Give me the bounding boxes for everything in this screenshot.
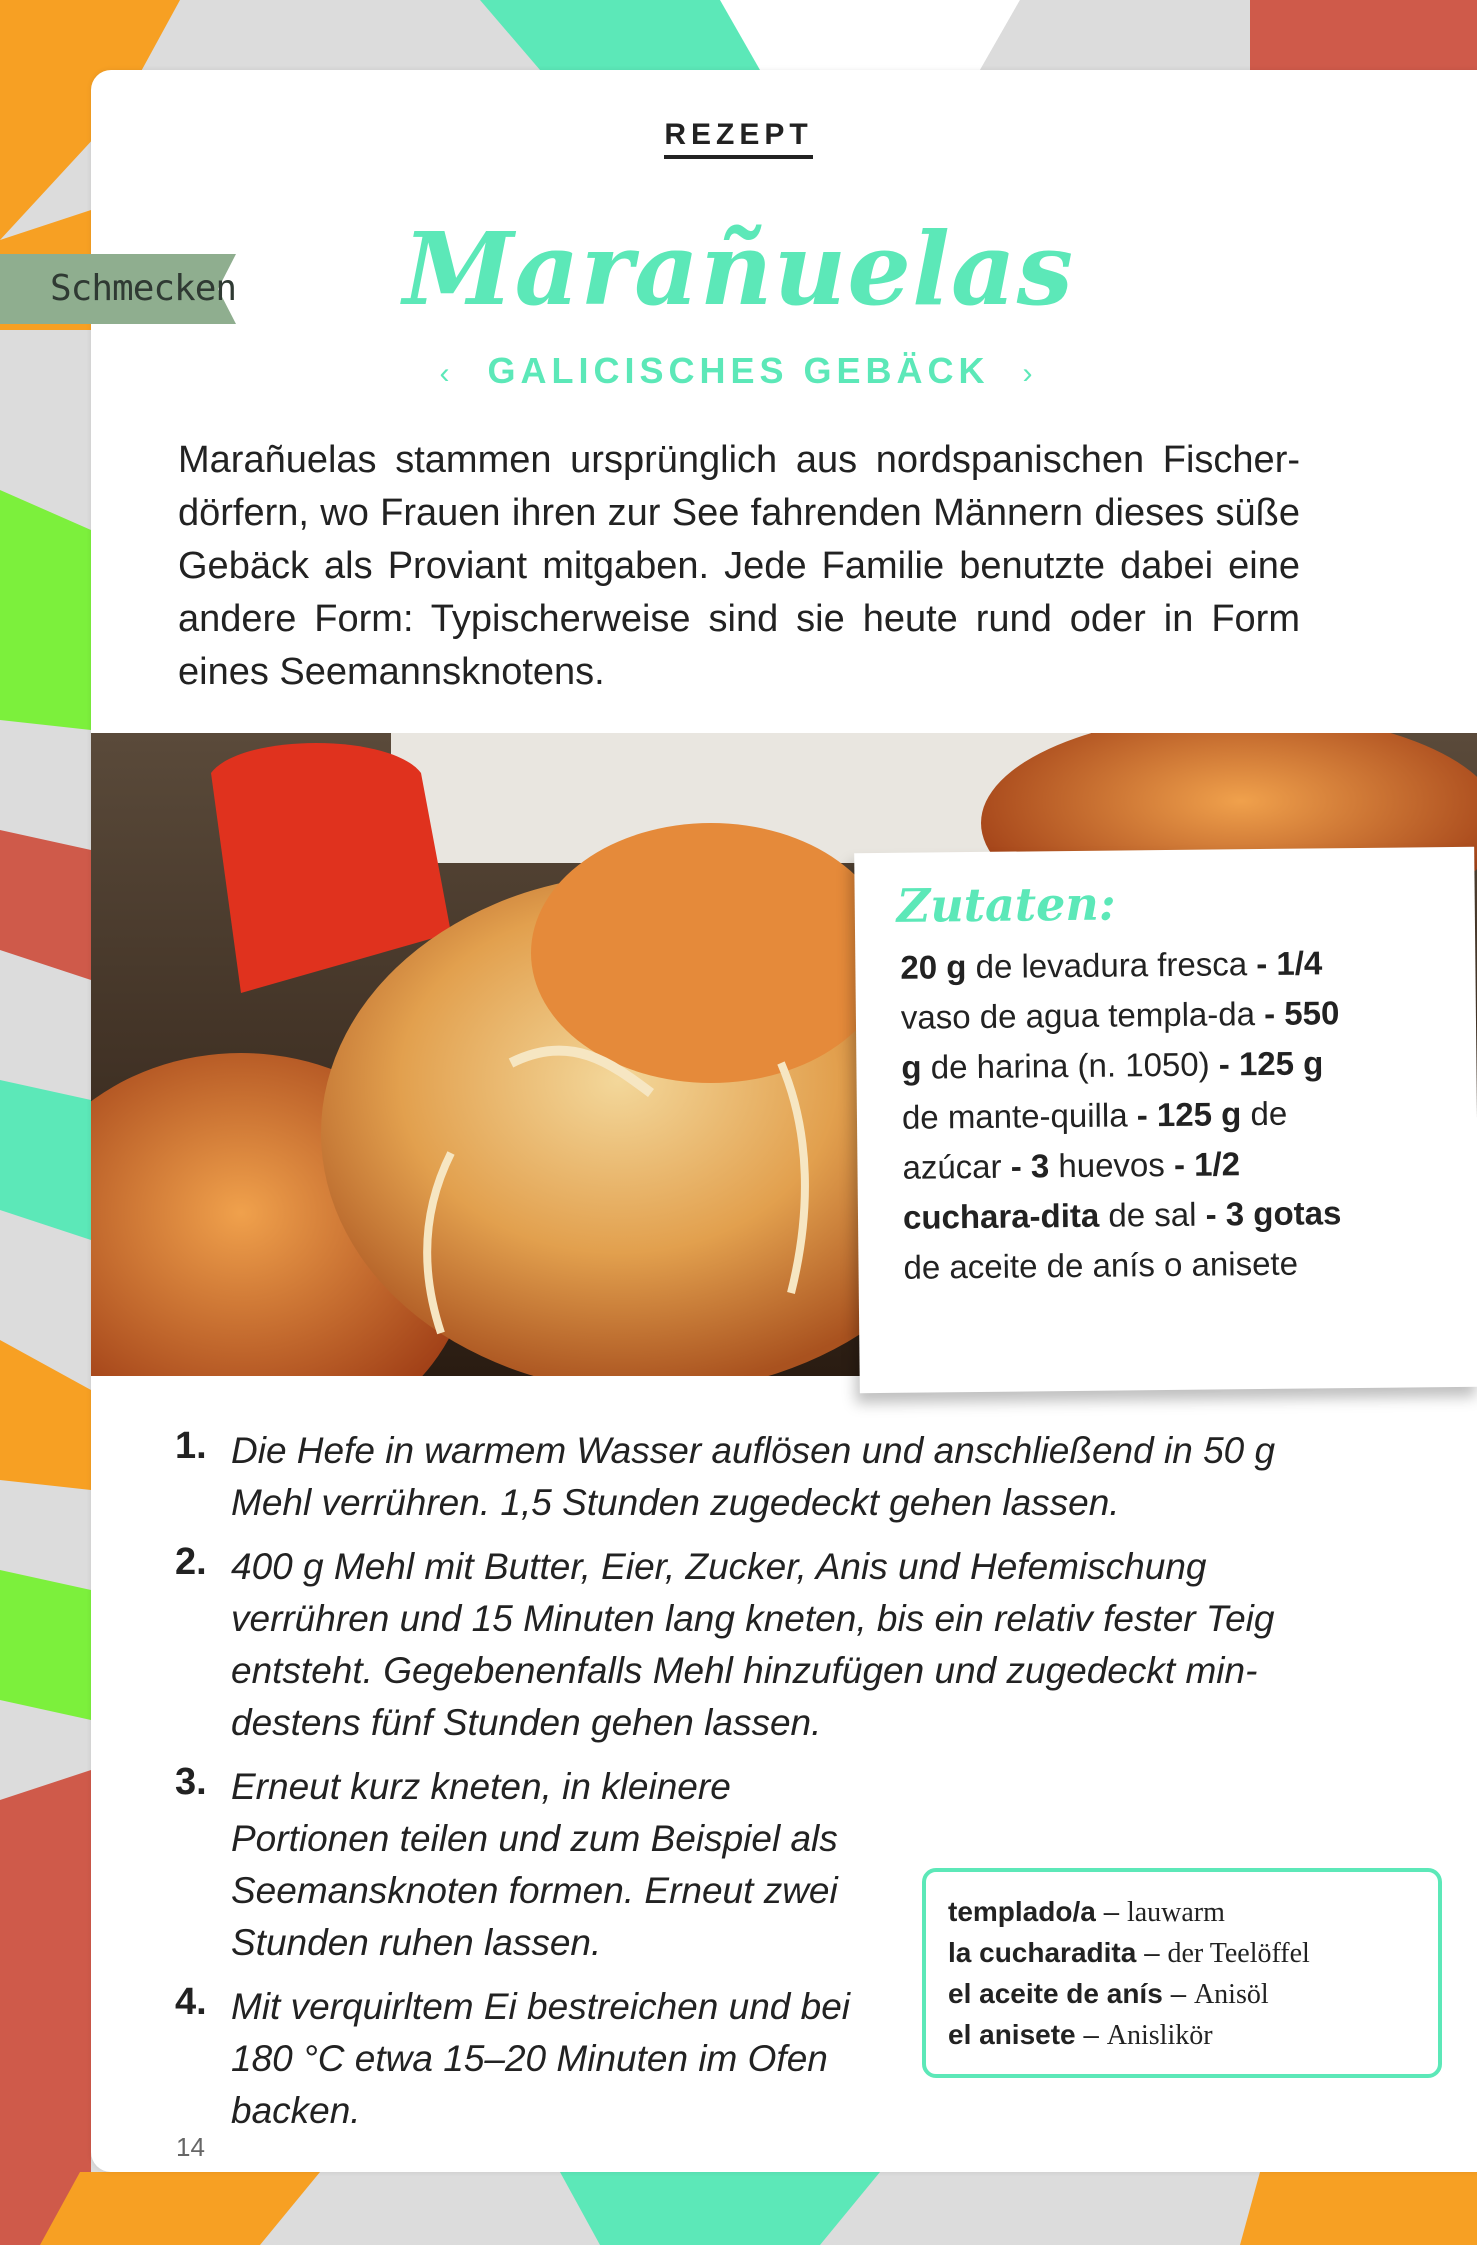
- subtitle-text: GALICISCHES GEBÄCK: [487, 350, 990, 391]
- glossary-term: el anisete: [948, 2019, 1076, 2050]
- step-item: [175, 1761, 871, 1969]
- step-text: Die Hefe in warmem Wasser auflösen und anschließend in 50 g Mehl verrühren. 1,5 Stunden zugedeckt gehen lassen.: [231, 1430, 1276, 1523]
- ingredient-qty: - 3 gotas: [1205, 1194, 1342, 1233]
- ingredient-text: huevos: [1049, 1145, 1175, 1185]
- ingredient-text: vaso de agua templa-da: [900, 994, 1265, 1036]
- ingredient-qty: - 3: [1010, 1147, 1050, 1185]
- step-text: Erneut kurz kneten, in kleinere Portionen teilen und zum Beispiel als Seemansknoten formen. Erneut zwei Stunden ruhen lassen.: [231, 1766, 838, 1963]
- ingredient-text: de sal: [1099, 1195, 1206, 1234]
- ingredient-text: de aceite de anís o anisete: [903, 1244, 1299, 1286]
- page-number: 14: [176, 2132, 205, 2162]
- subtitle: [0, 350, 1477, 392]
- ingredients-list: [900, 938, 1344, 1293]
- glossary-row: [948, 1974, 1416, 2015]
- glossary-sep: –: [1075, 2019, 1107, 2050]
- ingredient-text: de levadura fresca: [966, 945, 1257, 986]
- ornament-left-icon: ‹: [439, 357, 455, 390]
- glossary-translation: der Teelöffel: [1167, 1938, 1310, 1969]
- step-number: 4.: [175, 1981, 207, 2023]
- step-number: 1.: [175, 1425, 207, 1467]
- ingredient-text: de harina (n. 1050): [921, 1045, 1219, 1086]
- glossary-term: templado/a: [948, 1896, 1096, 1927]
- ingredient-text: de azúcar: [902, 1094, 1288, 1186]
- glossary-sep: –: [1136, 1937, 1168, 1968]
- glossary-translation: Anislikör: [1106, 2020, 1213, 2051]
- glossary-term: el aceite de anís: [948, 1978, 1163, 2009]
- ingredient-qty: - 125 g: [1218, 1044, 1324, 1083]
- glossary-box: [922, 1868, 1442, 2078]
- glossary-term: la cucharadita: [948, 1937, 1137, 1968]
- ingredients-card: [854, 847, 1477, 1393]
- ingredient-qty: - 1/4: [1256, 944, 1323, 983]
- step-item: [175, 1981, 871, 2137]
- ingredients-heading: Zutaten:: [896, 876, 1117, 933]
- step-text: Mit verquirltem Ei bestreichen und bei 180 °C etwa 15–20 Minuten im Ofen backen.: [231, 1986, 851, 2131]
- section-tab-label: Schmecken: [50, 268, 237, 309]
- ingredient-qty: - 550 g: [901, 994, 1340, 1086]
- kicker-label: REZEPT: [664, 118, 812, 159]
- section-tab: [0, 254, 236, 324]
- intro-paragraph: Marañuelas stammen ursprünglich aus nordspanischen Fischer-dörfern, wo Frauen ihren zur See fahrenden Männern dieses süße Gebäck als Proviant mitgaben. Jede Familie benutzte dabei eine andere Form: Typischerweise sind sie heute rund oder in Form eines Seemannsknotens.: [178, 439, 1300, 693]
- step-item: [175, 1425, 1295, 1529]
- ingredient-qty: - 125 g: [1136, 1095, 1242, 1134]
- ornament-right-icon: ›: [1022, 357, 1038, 390]
- glossary-sep: –: [1095, 1896, 1127, 1927]
- ingredient-text: de mante-quilla: [901, 1096, 1137, 1136]
- step-text: 400 g Mehl mit Butter, Eier, Zucker, Anis und Hefemischung verrühren und 15 Minuten lang kneten, bis ein relativ fester Teig entsteht. Gegebenenfalls Mehl hinzufügen und zugedeckt min-destens fünf Stunden gehen lassen.: [231, 1546, 1275, 1743]
- glossary-row: [948, 2015, 1416, 2056]
- ingredient-qty: 20 g: [900, 948, 967, 986]
- ingredient-qty: - 1/2 cuchara-dita: [902, 1145, 1241, 1236]
- glossary-row: [948, 1892, 1416, 1933]
- page-title: Marañuelas: [402, 210, 1075, 328]
- glossary-translation: Anisöl: [1193, 1979, 1269, 2010]
- kicker: [0, 118, 1477, 152]
- step-number: 2.: [175, 1541, 207, 1583]
- step-number: 3.: [175, 1761, 207, 1803]
- glossary-translation: lauwarm: [1126, 1897, 1225, 1928]
- glossary-sep: –: [1162, 1978, 1194, 2009]
- glossary-row: [948, 1933, 1416, 1974]
- step-item: [175, 1541, 1295, 1749]
